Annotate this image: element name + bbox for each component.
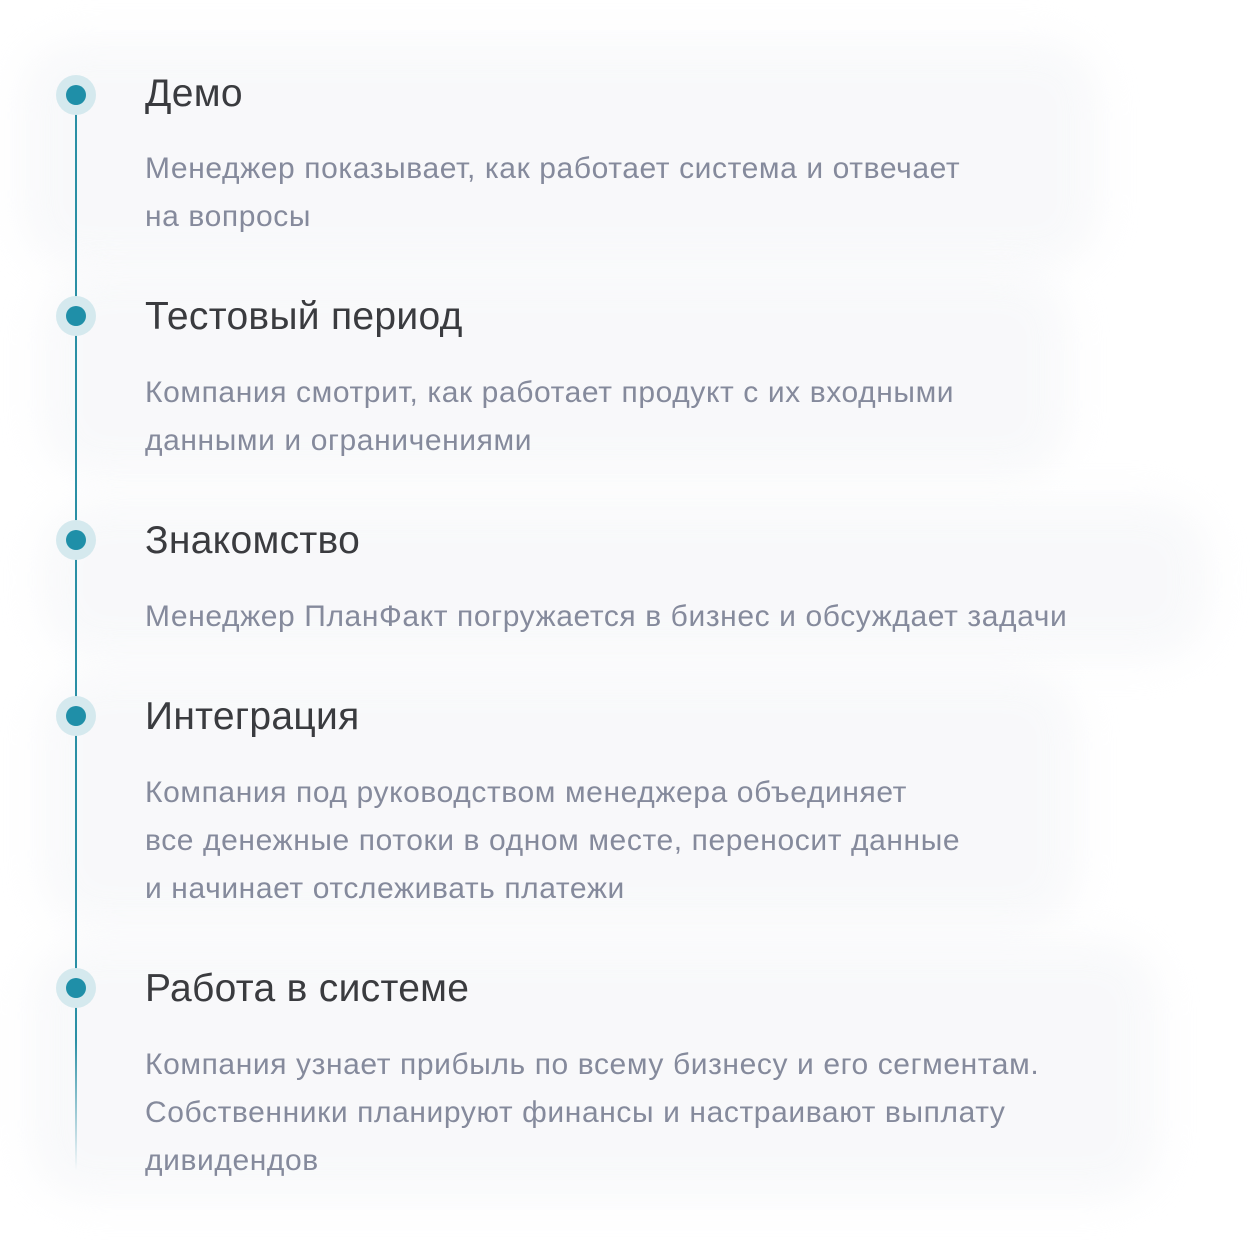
step-marker-icon: [56, 696, 96, 736]
step-title: Демо: [145, 72, 243, 115]
step-description: Менеджер ПланФакт погружается в бизнес и обсуждает задачи: [145, 600, 1068, 633]
step-marker-icon: [56, 75, 96, 115]
step-marker-icon: [56, 520, 96, 560]
step-description: Компания под руководством менеджера объединяет все денежные потоки в одном месте, переносит данные и начинает отслеживать платежи: [145, 776, 961, 905]
step-description: Менеджер показывает, как работает система и отвечает на вопросы: [145, 152, 961, 233]
step-title: Интеграция: [145, 695, 360, 738]
step-title: Знакомство: [145, 519, 361, 562]
step-description: Компания узнает прибыль по всему бизнесу и его сегментам. Собственники планируют финансы и настраивают выплату дивидендов: [145, 1048, 1040, 1177]
step-marker-icon: [56, 296, 96, 336]
step-title: Работа в системе: [145, 967, 470, 1010]
step-marker-icon: [56, 968, 96, 1008]
step-title: Тестовый период: [145, 295, 463, 338]
timeline-line: [75, 95, 77, 1170]
step-description: Компания смотрит, как работает продукт с их входными данными и ограничениями: [145, 376, 955, 457]
